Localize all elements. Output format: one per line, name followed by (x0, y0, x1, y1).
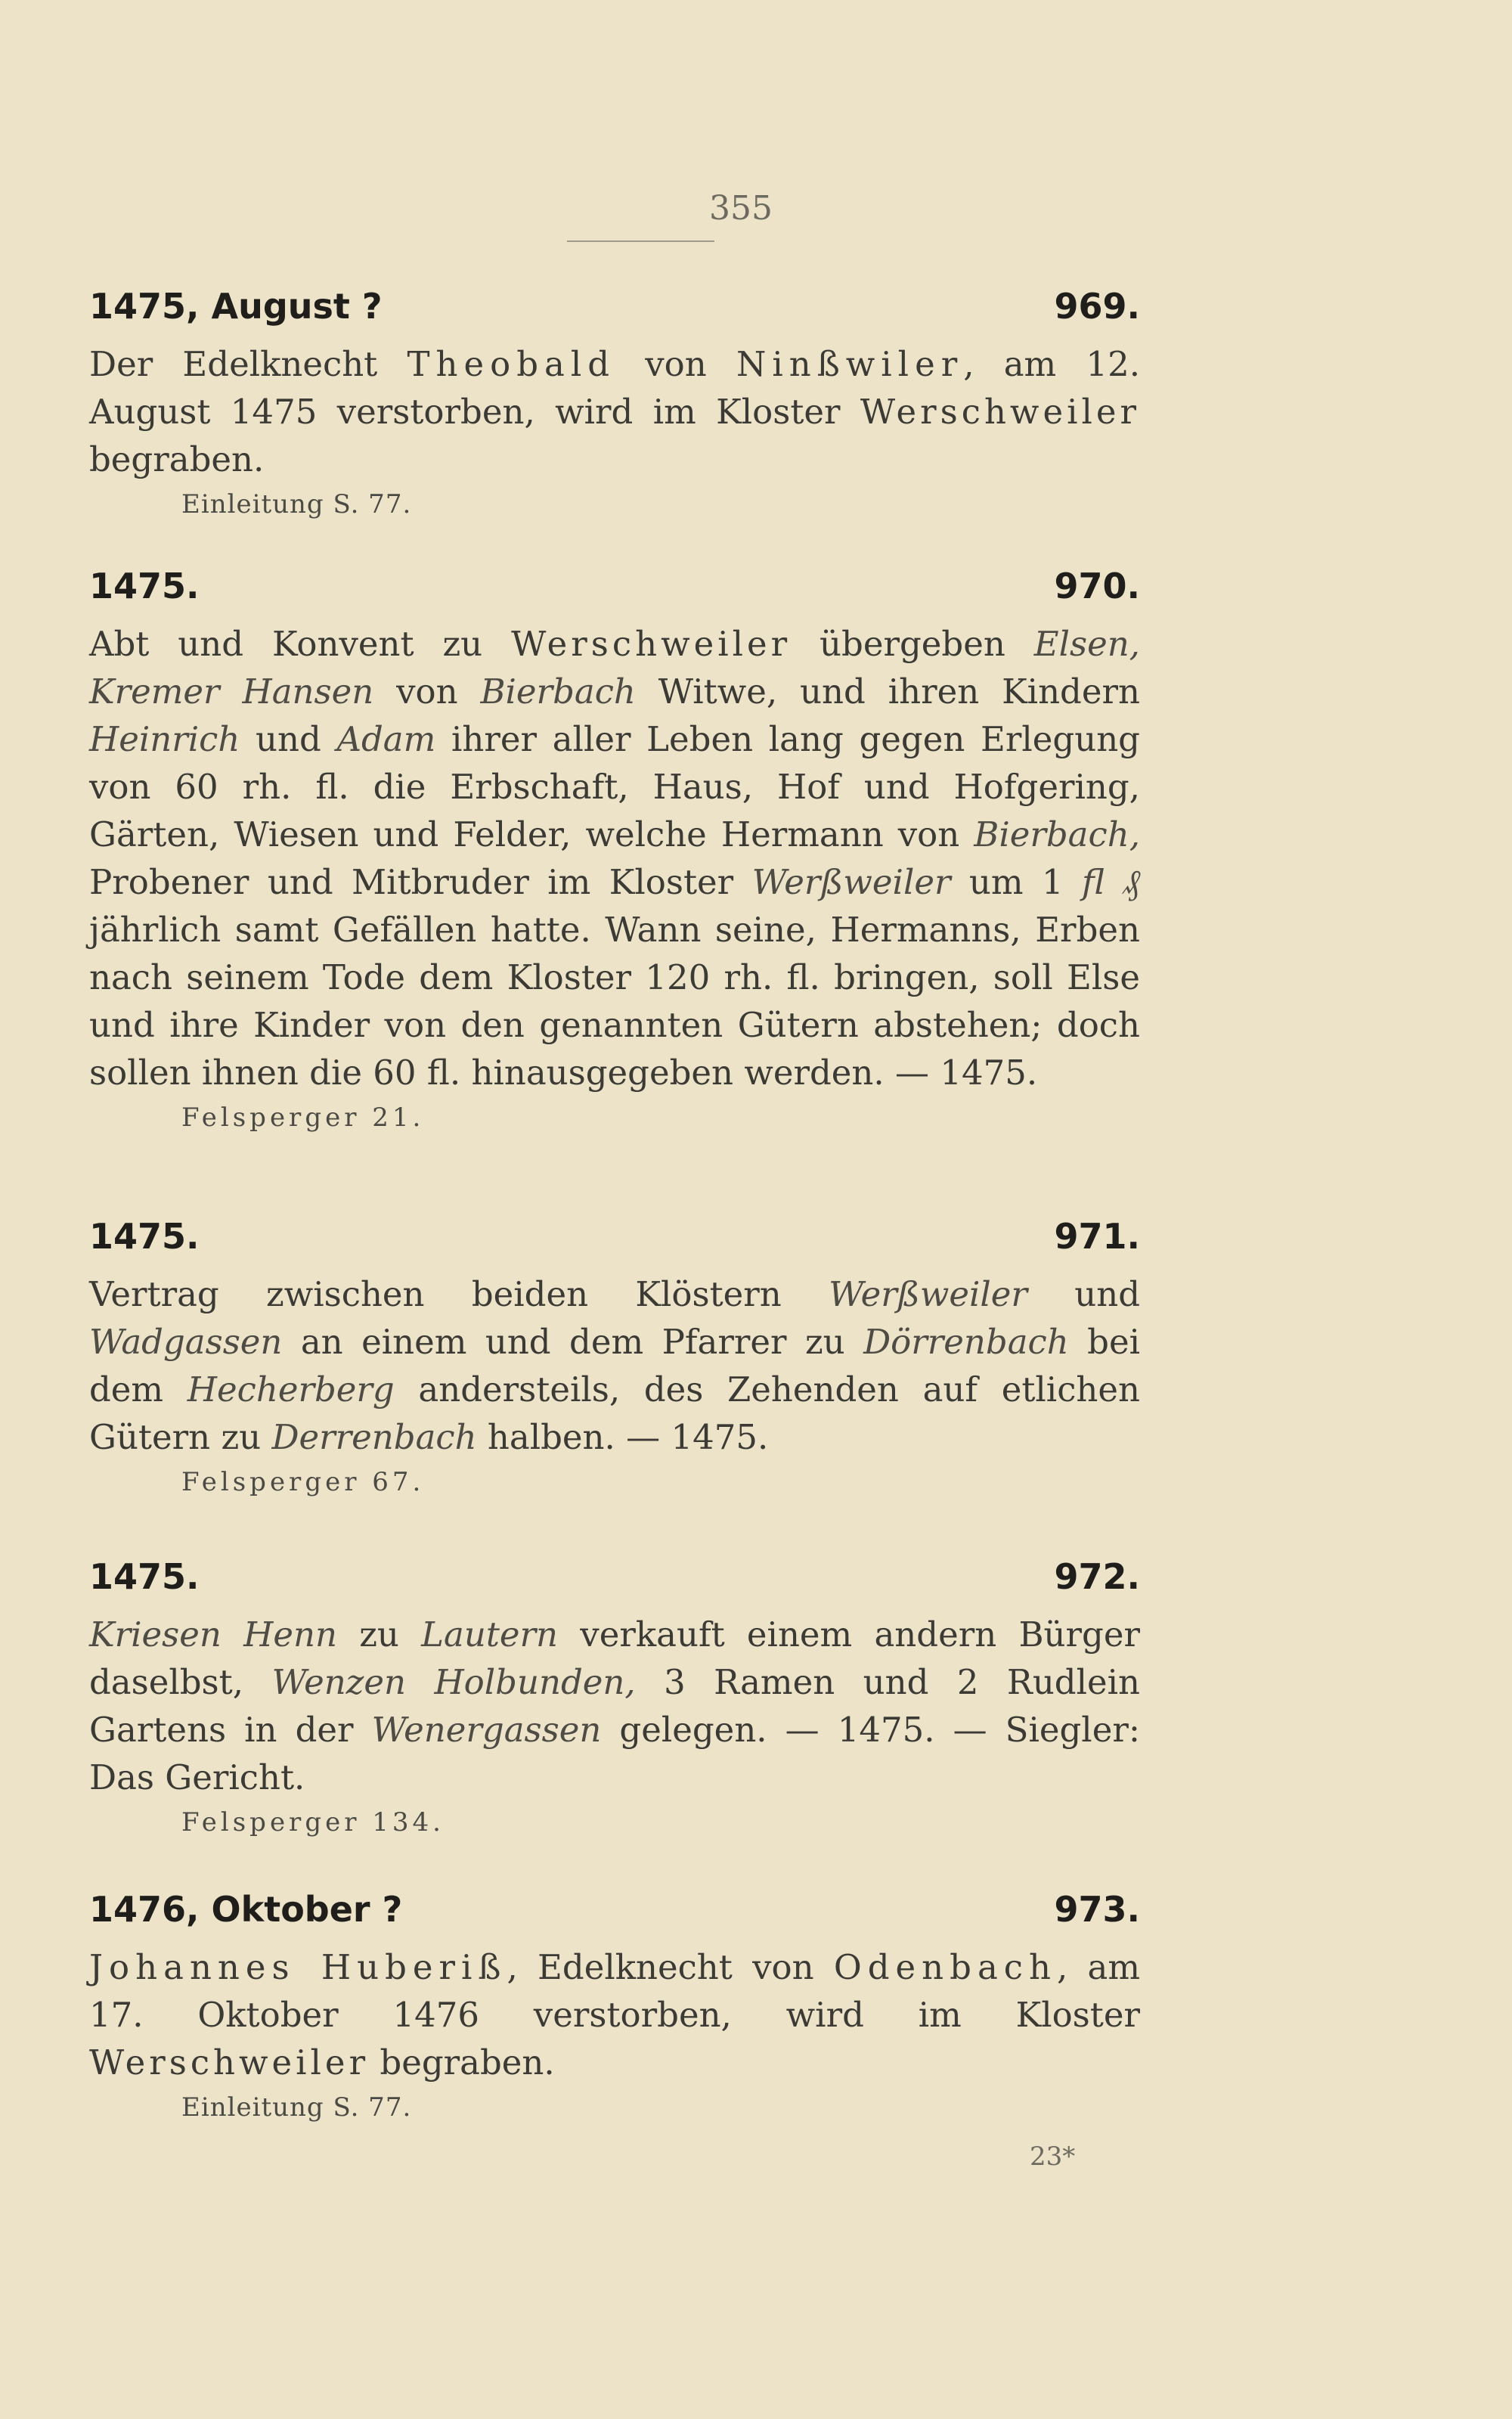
entry-971 (89, 1216, 1140, 1497)
place-werschweiler: Werschweiler (89, 2042, 370, 2083)
entry-date: 1475. (89, 1556, 200, 1597)
entry-source: Felsperger 21. (181, 1103, 425, 1133)
entry-source: Einleitung S. 77. (181, 2092, 412, 2123)
entry-973 (89, 1889, 1140, 2123)
entry-source: Felsperger 67. (181, 1467, 425, 1497)
entry-number: 973. (1054, 1889, 1140, 1930)
entry-text: Abt und Konvent zu Werschweiler übergeben Elsen, Kremer Hansen von Bierbach Witwe, und ihren Kindern Heinrich und Adam ihrer aller Leben lang gegen Erlegung von 60 rh. fl. die Erbschaft, Haus, Hof und Hofgering, Gärten, Wiesen und Felder, welche Hermann von Bierbach, Probener und Mitbruder im Kloster Werßweiler um 1 fl ₰ jährlich samt Gefällen hatte. Wann seine, Hermanns, Erben nach seinem Tode dem Kloster 120 rh. fl. bringen, soll Else und ihre Kinder von den genannten Gütern abstehen; doch sollen ihnen die 60 fl. hinausgegeben werden. — 1475. (89, 624, 1140, 1093)
entry-date: 1476, Oktober ? (89, 1889, 403, 1930)
place-odenbach: Odenbach (833, 1947, 1057, 1987)
entry-number: 972. (1054, 1556, 1140, 1597)
entry-date: 1475. (89, 566, 200, 606)
name-johannes-huberiss: Johannes Huberiß (89, 1947, 507, 1987)
entry-text: Der Edelknecht Theobald von Ninßwiler, am 12. August 1475 verstorben, wird im Kloster Werschweiler begraben. (89, 344, 1140, 479)
place-ninsswiler: Ninßwiler (736, 344, 964, 384)
entry-date: 1475, August ? (89, 286, 383, 327)
entry-source: Felsperger 134. (181, 1807, 445, 1838)
signature-mark: 23* (1030, 2141, 1076, 2172)
page-number-rule (567, 240, 714, 242)
entry-972 (89, 1556, 1140, 1838)
entry-text: Johannes Huberiß, Edelknecht von Odenbach, am 17. Oktober 1476 verstorben, wird im Kloster Werschweiler begraben. (89, 1947, 1141, 2083)
page-number: 355 (709, 189, 773, 228)
entry-source: Einleitung S. 77. (181, 489, 412, 519)
entry-number: 970. (1054, 566, 1140, 606)
entry-date: 1475. (89, 1216, 200, 1257)
entry-text: Vertrag zwischen beiden Klöstern Werßweiler und Wadgassen an einem und dem Pfarrer zu Dörrenbach bei dem Hecherberg andersteils, des Zehenden auf etlichen Gütern zu Derrenbach halben. — 1475. (89, 1274, 1140, 1457)
entry-969 (89, 286, 1140, 519)
entry-text: Kriesen Henn zu Lautern verkauft einem andern Bürger daselbst, Wenzen Holbunden, 3 Ramen und 2 Rudlein Gartens in der Wenergassen gelegen. — 1475. — Siegler: Das Gericht. (89, 1614, 1141, 1797)
entry-number: 969. (1054, 286, 1140, 327)
name-theobald: Theobald (407, 344, 616, 384)
place-werschweiler: Werschweiler (860, 392, 1140, 432)
entry-number: 971. (1054, 1216, 1140, 1257)
entry-970 (89, 566, 1140, 1133)
